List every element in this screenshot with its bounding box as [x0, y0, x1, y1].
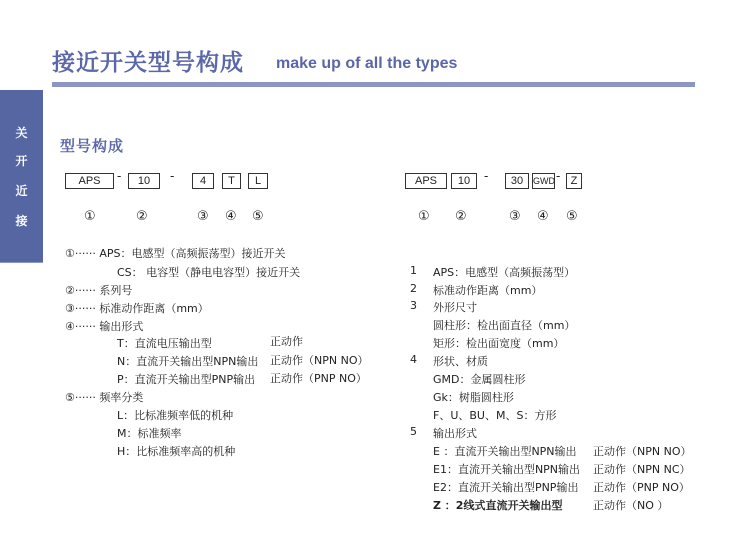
code-separator: - [556, 169, 561, 183]
side-divider [0, 262, 43, 263]
list-item: 标准动作距离（mm） [433, 284, 543, 297]
code-box: 30 [505, 173, 529, 189]
list-item: L：比标准频率低的机种 [117, 409, 234, 422]
code-box: APS [65, 173, 114, 189]
code-marker: ③ [197, 209, 209, 224]
list-item: ④······ 输出形式 [65, 320, 144, 333]
list-item-action: 正动作（NO ） [593, 499, 669, 512]
code-marker: ⑤ [566, 209, 578, 224]
list-item: ②······ 系列号 [65, 284, 133, 297]
list-item: T：直流电压输出型 [117, 337, 212, 350]
code-box: APS [405, 173, 447, 189]
code-marker: ② [455, 209, 467, 224]
code-separator: - [170, 169, 175, 183]
list-item-action: 正动作（NPN NO） [593, 445, 692, 458]
side-tab-char: 近 [15, 184, 28, 198]
code-separator: - [484, 169, 489, 183]
section-title: 型号构成 [60, 137, 125, 155]
list-item-action: 正动作（PNP NO） [270, 372, 367, 385]
code-marker: ② [136, 209, 148, 224]
code-marker: ④ [537, 209, 549, 224]
side-tab-char: 接 [15, 214, 28, 228]
code-box: 10 [451, 173, 477, 189]
code-marker: ① [84, 209, 96, 224]
list-item: ⑤······ 频率分类 [65, 391, 144, 404]
list-item: Z ：2线式直流开关输出型 [433, 499, 563, 512]
list-item-action: 正动作（NPN NO） [270, 354, 369, 367]
list-item: 外形尺寸 [433, 301, 477, 314]
code-marker: ③ [509, 209, 521, 224]
list-number: 1 [410, 264, 417, 277]
side-tab-char: 开 [15, 154, 28, 168]
list-item-action: 正动作（NPN NC） [593, 463, 691, 476]
list-item: E ：直流开关输出型NPN输出 [433, 445, 577, 458]
code-box: Z [566, 173, 582, 189]
list-item: E1：直流开关输出型NPN输出 [433, 463, 581, 476]
code-marker: ④ [225, 209, 237, 224]
list-item-action: 正动作（PNP NO） [593, 481, 690, 494]
list-item: P：直流开关输出型PNP输出 [117, 373, 256, 386]
code-box: L [248, 173, 268, 189]
side-tab [0, 90, 43, 262]
code-box: GWD [532, 173, 555, 189]
list-item: E2：直流开关输出型PNP输出 [433, 481, 579, 494]
page-title: 接近开关型号构成 [52, 50, 244, 76]
list-item: APS：电感型（高频振荡型） [433, 266, 576, 279]
list-item: 圆柱形：检出面直径（mm） [433, 319, 576, 332]
list-item: F、U、BU、M、S：方形 [433, 409, 557, 422]
list-item: CS： 电容型（静电电容型）接近开关 [117, 266, 301, 279]
code-box: 4 [192, 173, 214, 189]
list-item: N：直流开关输出型NPN输出 [117, 355, 259, 368]
code-marker: ⑤ [252, 209, 264, 224]
list-item: ①······ APS：电感型（高频振荡型）接近开关 [65, 247, 286, 260]
list-item: ③······ 标准动作距离（mm） [65, 302, 209, 315]
code-marker: ① [418, 209, 430, 224]
list-item: M：标准频率 [117, 427, 182, 440]
code-box: 10 [128, 173, 160, 189]
code-separator: - [117, 169, 122, 183]
list-number: 2 [410, 282, 417, 295]
list-item: 输出形式 [433, 427, 477, 440]
list-item: 形状、材质 [433, 355, 488, 368]
list-item: 矩形：检出面宽度（mm） [433, 337, 565, 350]
code-box: T [222, 173, 241, 189]
list-number: 3 [410, 299, 417, 312]
side-tab-char: 关 [15, 126, 28, 140]
list-item: Gk：树脂圆柱形 [433, 391, 514, 404]
list-item: H：比标准频率高的机种 [117, 445, 236, 458]
page-subtitle: make up of all the types [276, 55, 458, 72]
header-divider [52, 82, 695, 87]
list-number: 5 [410, 425, 417, 438]
list-item: GMD：金属圆柱形 [433, 373, 526, 386]
list-item-action: 正动作 [270, 335, 303, 348]
list-number: 4 [410, 353, 417, 366]
